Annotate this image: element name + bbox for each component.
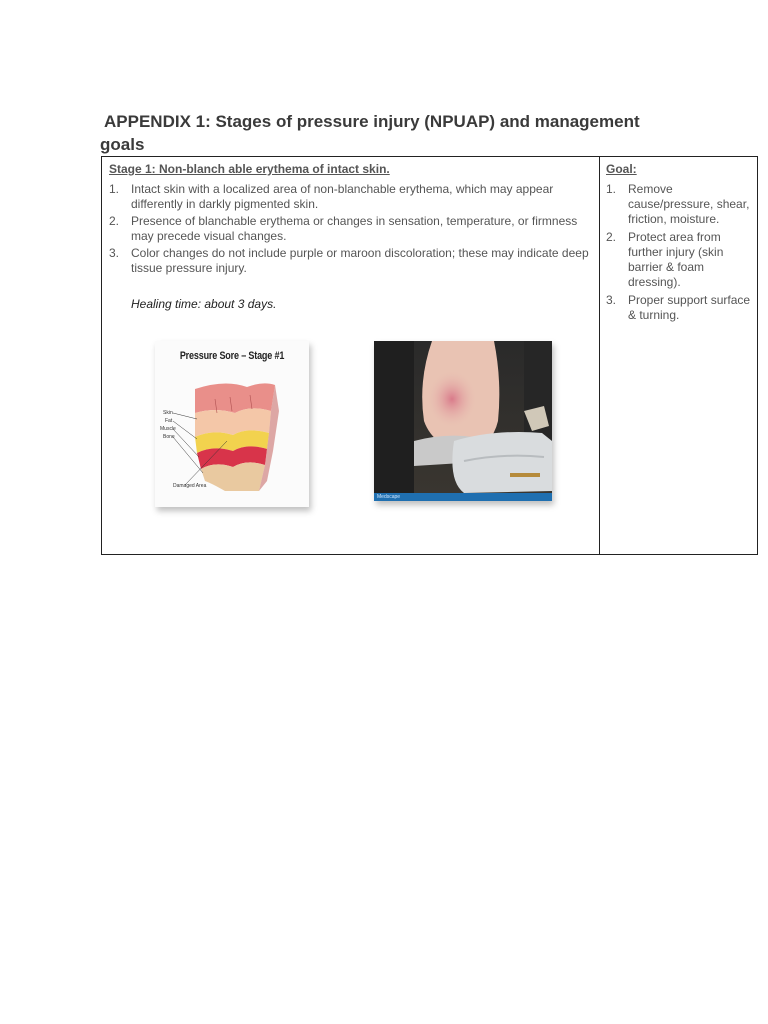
goal-heading: Goal:	[606, 162, 637, 176]
list-item: 2. Presence of blanchable erythema or changes in sensation, temperature, or firmness may precede visual changes.	[109, 214, 578, 243]
goal-list	[606, 182, 751, 323]
list-item: 1. Intact skin with a localized area of non-blanchable erythema, which may appear differently in darkly pigmented skin.	[109, 182, 554, 211]
healing-time: Healing time: about 3 days.	[131, 297, 277, 311]
title-line-1: APPENDIX 1: Stages of pressure injury (NPUAP) and management	[104, 112, 640, 131]
title-line-2: goals	[100, 135, 145, 154]
label-fat: Fat	[165, 418, 173, 424]
diagram-caption: Pressure Sore – Stage #1	[179, 350, 285, 362]
label-damaged-area: Damaged Area	[173, 483, 207, 489]
stage-description-cell	[102, 157, 600, 554]
list-item: 1. Remove cause/pressure, shear, friction, moisture.	[606, 182, 750, 226]
elbow-photo	[374, 341, 552, 501]
elbow-erythema-photo-illustration	[374, 341, 552, 501]
stage-heading: Stage 1: Non-blanch able erythema of intact skin.	[109, 162, 390, 176]
label-muscle: Muscle	[160, 426, 176, 432]
stage-table	[101, 156, 758, 555]
list-item: 3. Color changes do not include purple or maroon discoloration; these may indicate deep tissue pressure injury.	[109, 246, 589, 275]
list-item: 3. Proper support surface & turning.	[606, 293, 751, 322]
goal-cell	[600, 157, 757, 554]
skin-layers-diagram	[155, 341, 309, 507]
list-item: 2. Protect area from further injury (skin barrier & foam dressing).	[606, 230, 724, 289]
photo-caption-bar	[374, 493, 552, 501]
photo-watermark: Medscape	[377, 494, 401, 500]
label-bone: Bone	[163, 434, 175, 440]
page-title	[100, 110, 700, 156]
label-skin: Skin	[163, 410, 173, 416]
stage-criteria-list	[109, 182, 591, 276]
